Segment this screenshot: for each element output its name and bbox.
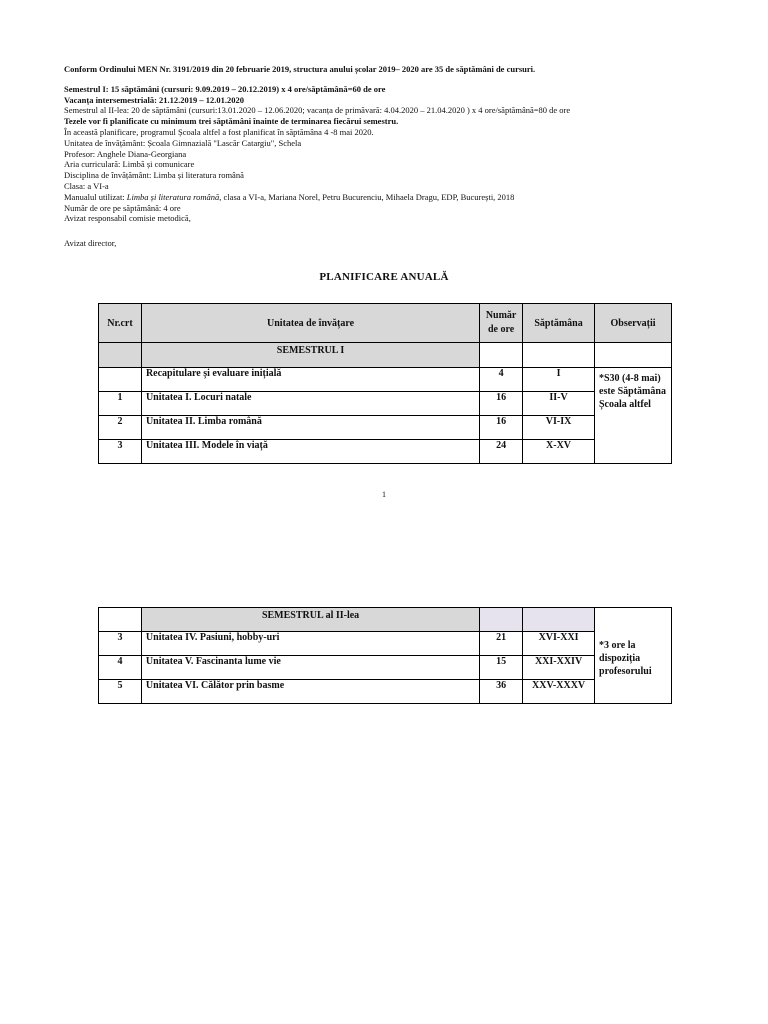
semester1-line: Semestrul I: 15 săptămâni (cursuri: 9.09.2019 – 20.12.2019) x 4 ore/săptămână=60 de ore (64, 83, 386, 94)
row-hours: 15 (480, 656, 523, 680)
header-block (64, 64, 704, 249)
header-unit: Unitatea de învățare (141, 304, 479, 343)
row-unit: Unitatea I. Locuri natale (141, 392, 479, 416)
page-title: PLANIFICARE ANUALĂ (319, 271, 449, 283)
row-hours: 16 (480, 392, 523, 416)
row-nr: 5 (99, 680, 142, 704)
table-row (99, 632, 672, 656)
semester2-label: SEMESTRUL al II-lea (141, 608, 479, 632)
discipline-line: Disciplina de învățământ: Limba și literatura română (64, 170, 244, 181)
row-nr: 3 (99, 632, 142, 656)
approval-director-line: Avizat director, (64, 238, 117, 249)
table-row (99, 656, 672, 680)
semester2-line: Semestrul al II-lea: 20 de săptămâni (cursuri:13.01.2020 – 12.06.2020; vacanța de primăvară: 4.04.2020 – 21.04.2020 ) x 4 ore/săptămână=80 de ore (64, 105, 571, 116)
manual-title: Limba și literatura română (126, 191, 220, 202)
table-row (99, 416, 672, 440)
row-nr: 3 (99, 440, 142, 464)
row-week: X-XV (523, 440, 595, 464)
row-nr (99, 368, 142, 392)
row-unit: Unitatea IV. Pasiuni, hobby-uri (141, 632, 479, 656)
row-hours: 16 (480, 416, 523, 440)
semester2-blank-cell (99, 608, 142, 632)
plan-table-semester2 (98, 607, 672, 704)
row-unit: Unitatea II. Limba română (141, 416, 479, 440)
row-nr: 2 (99, 416, 142, 440)
semester1-blank-week (523, 343, 595, 368)
row-week: II-V (523, 392, 595, 416)
manual-prefix: Manualul utilizat: (64, 191, 127, 202)
semester1-blank-cell (99, 343, 142, 368)
teacher-line: Profesor: Anghele Diana-Georgiana (64, 148, 187, 159)
row-nr: 4 (99, 656, 142, 680)
row-hours: 36 (480, 680, 523, 704)
plan-table-semester1 (98, 303, 672, 464)
row-nr: 1 (99, 392, 142, 416)
semester2-observation (595, 608, 672, 704)
header-hours: Număr de ore (480, 304, 523, 343)
header-observations: Observații (595, 304, 672, 343)
table-row (99, 680, 672, 704)
row-week: XVI-XXI (523, 632, 595, 656)
order-line: Conform Ordinului MEN Nr. 3191/2019 din 20 februarie 2019, structura anului școlar 2019– 2020 are 35 de săptămâni de cursuri. (64, 64, 536, 74)
row-hours: 24 (480, 440, 523, 464)
semester1-blank-obs (595, 343, 672, 368)
school-line: Unitatea de învățământ: Școala Gimnazială "Lascăr Catargiu", Schela (64, 137, 302, 148)
row-week: I (523, 368, 595, 392)
table-row (99, 368, 672, 392)
hours-line: Număr de ore pe săptămână: 4 ore (64, 202, 181, 213)
approval-commission-line: Avizat responsabil comisie metodică, (64, 213, 191, 224)
row-week: XXI-XXIV (523, 656, 595, 680)
table-row (99, 440, 672, 464)
semester1-observation: *S30 (4-8 mai) este Săptămâna Școala altfel (595, 368, 672, 464)
tests-line: Tezele vor fi planificate cu minimum trei săptămâni înainte de terminarea fiecărui semestru. (64, 116, 399, 127)
header-nr: Nr.crt (99, 304, 142, 343)
semester2-blank-week (523, 608, 595, 632)
header-week: Săptămâna (523, 304, 595, 343)
row-hours: 21 (480, 632, 523, 656)
school-other-line: În această planificare, programul Școala altfel a fost planificat în săptămâna 4 -8 mai 2020. (64, 126, 374, 137)
vacation-line: Vacanța intersemestrială: 21.12.2019 – 12.01.2020 (64, 94, 245, 105)
page-number: 1 (382, 490, 386, 499)
row-unit: Recapitulare și evaluare inițială (141, 368, 479, 392)
table-row (99, 392, 672, 416)
semester2-observation-text: *3 ore la dispoziția profesorului (599, 640, 652, 677)
manual-suffix: , clasa a VI-a, Mariana Norel, Petru Bucurenciu, Mihaela Dragu, EDP, București, 2018 (219, 191, 515, 202)
row-week: XXV-XXXV (523, 680, 595, 704)
semester2-blank-hours (480, 608, 523, 632)
semester1-blank-hours (480, 343, 523, 368)
semester1-label: SEMESTRUL I (141, 343, 479, 368)
manual-line (64, 192, 704, 203)
row-week: VI-IX (523, 416, 595, 440)
class-line: Clasa: a VI-a (64, 180, 109, 191)
row-hours: 4 (480, 368, 523, 392)
row-unit: Unitatea III. Modele în viață (141, 440, 479, 464)
row-unit: Unitatea V. Fascinanta lume vie (141, 656, 479, 680)
curricular-area-line: Aria curriculară: Limbă și comunicare (64, 159, 195, 170)
row-unit: Unitatea VI. Călător prin basme (141, 680, 479, 704)
